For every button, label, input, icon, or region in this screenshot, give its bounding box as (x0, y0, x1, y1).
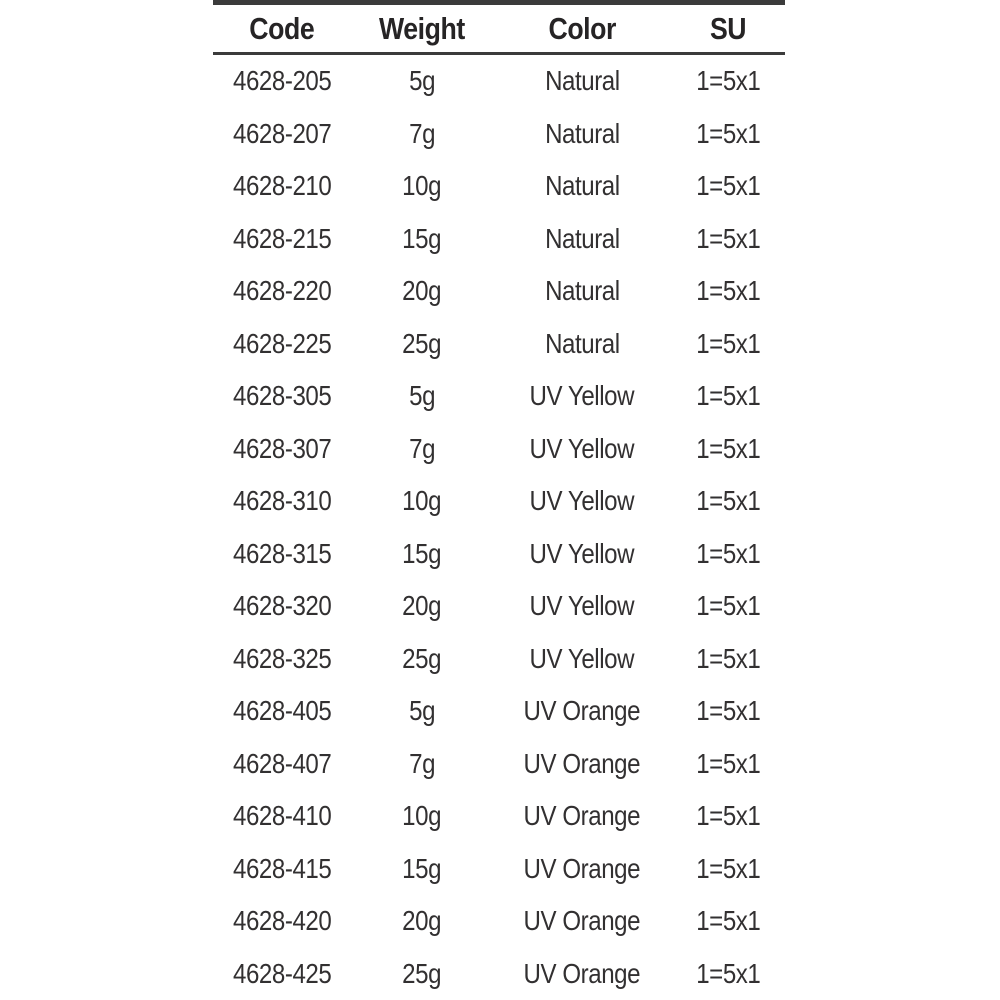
table-cell-text: UV Yellow (529, 537, 635, 569)
table-cell-text: UV Yellow (529, 485, 635, 517)
table-cell (672, 802, 785, 830)
table-row (213, 423, 785, 476)
column-header-label: Code (249, 11, 315, 46)
table-row (213, 633, 785, 686)
table-cell (351, 537, 492, 569)
table-cell (493, 537, 672, 569)
table-cell (351, 222, 492, 254)
table-row (213, 265, 785, 318)
table-cell (493, 277, 672, 305)
table-cell-text: UV Yellow (529, 380, 635, 412)
table-row (213, 213, 785, 266)
table-row (213, 160, 785, 213)
table-cell (213, 852, 351, 884)
table-cell (213, 537, 351, 569)
table-cell (672, 327, 785, 359)
column-header-label: Color (548, 11, 616, 46)
table-cell-text: 10g (402, 170, 442, 202)
table-cell (493, 802, 672, 830)
table-cell (493, 382, 672, 410)
table-cell (493, 432, 672, 464)
table-cell-text: 1=5x1 (696, 905, 761, 937)
table-cell (493, 222, 672, 254)
table-cell (213, 277, 351, 305)
table-cell-text: 4628-320 (233, 590, 332, 622)
table-row (213, 895, 785, 948)
column-header-label: Weight (379, 11, 465, 46)
table-cell-text: 1=5x1 (696, 537, 761, 569)
table-cell-text: 1=5x1 (696, 432, 761, 464)
table-cell-text: 4628-315 (233, 537, 332, 569)
table-cell-text: 4628-420 (233, 905, 332, 937)
column-header-label: SU (710, 11, 747, 46)
table-cell (351, 432, 492, 464)
table-cell (351, 802, 492, 830)
table-cell-text: 4628-307 (233, 432, 332, 464)
table-cell-text: 1=5x1 (696, 852, 761, 884)
table-cell-text: 1=5x1 (696, 642, 761, 674)
table-cell-text: 20g (402, 275, 442, 307)
table-cell (672, 67, 785, 95)
table-cell-text: 1=5x1 (696, 485, 761, 517)
table-cell (351, 327, 492, 359)
table-cell-text: 4628-225 (233, 327, 332, 359)
table-cell-text: 1=5x1 (696, 957, 761, 989)
table-row (213, 738, 785, 791)
table-cell-text: 5g (409, 695, 436, 727)
table-cell-text: UV Orange (523, 695, 641, 727)
table-cell-text: 4628-415 (233, 852, 332, 884)
table-cell (493, 747, 672, 779)
table-cell (351, 172, 492, 200)
table-cell (672, 907, 785, 935)
table-cell-text: 5g (409, 65, 436, 97)
table-cell-text: UV Orange (523, 800, 641, 832)
table-cell-text: 4628-310 (233, 485, 332, 517)
table-cell (213, 172, 351, 200)
column-header-color (493, 13, 672, 44)
table-row (213, 475, 785, 528)
table-cell (213, 697, 351, 725)
table-cell-text: 1=5x1 (696, 170, 761, 202)
column-header-su (672, 13, 785, 44)
table-cell (213, 432, 351, 464)
table-cell (672, 382, 785, 410)
table-row (213, 108, 785, 161)
table-row (213, 843, 785, 896)
table-cell-text: 1=5x1 (696, 747, 761, 779)
table-cell (351, 592, 492, 620)
table-cell (493, 907, 672, 935)
table-cell-text: 4628-205 (233, 65, 332, 97)
table-cell (672, 172, 785, 200)
table-cell-text: 1=5x1 (696, 275, 761, 307)
table-row (213, 528, 785, 581)
table-cell-text: 4628-210 (233, 170, 332, 202)
table-cell (351, 747, 492, 779)
table-cell-text: Natural (544, 222, 620, 254)
table-row (213, 948, 785, 1000)
table-cell-text: UV Yellow (529, 590, 635, 622)
table-cell-text: 1=5x1 (696, 380, 761, 412)
table-cell-text: UV Yellow (529, 642, 635, 674)
table-cell (493, 117, 672, 149)
table-cell-text: 25g (402, 642, 442, 674)
table-cell-text: 4628-325 (233, 642, 332, 674)
table-cell-text: 25g (402, 957, 442, 989)
table-cell-text: 4628-220 (233, 275, 332, 307)
table-cell-text: UV Orange (523, 905, 641, 937)
table-cell-text: 7g (409, 432, 436, 464)
table-cell-text: 5g (409, 380, 436, 412)
table-cell-text: 15g (402, 222, 442, 254)
table-cell-text: 1=5x1 (696, 327, 761, 359)
table-row (213, 370, 785, 423)
table-cell (493, 592, 672, 620)
table-cell (351, 67, 492, 95)
table-cell-text: Natural (544, 327, 620, 359)
table-cell (493, 642, 672, 674)
table-cell (493, 697, 672, 725)
table-row (213, 318, 785, 371)
table-cell-text: 15g (402, 537, 442, 569)
table-cell (493, 957, 672, 989)
table-cell-text: 1=5x1 (696, 65, 761, 97)
table-cell-text: 20g (402, 905, 442, 937)
table-cell (672, 537, 785, 569)
table-cell-text: Natural (544, 117, 620, 149)
table-cell (351, 117, 492, 149)
table-cell-text: UV Orange (523, 747, 641, 779)
table-cell (493, 172, 672, 200)
table-cell (213, 117, 351, 149)
table-cell-text: 4628-405 (233, 695, 332, 727)
table-cell-text: UV Yellow (529, 432, 635, 464)
table-cell-text: Natural (544, 65, 620, 97)
table-cell-text: 7g (409, 747, 436, 779)
table-cell (213, 67, 351, 95)
table-cell (672, 222, 785, 254)
table-cell (213, 382, 351, 410)
table-cell (351, 382, 492, 410)
table-cell (213, 487, 351, 515)
table-row (213, 55, 785, 108)
table-header-row (213, 0, 785, 55)
table-cell (672, 592, 785, 620)
table-cell-text: 1=5x1 (696, 117, 761, 149)
table-cell (213, 592, 351, 620)
table-cell (672, 697, 785, 725)
table-cell (351, 277, 492, 305)
table-body (213, 55, 785, 1000)
table-cell (672, 487, 785, 515)
table-cell (493, 487, 672, 515)
table-cell (493, 327, 672, 359)
table-cell-text: 4628-215 (233, 222, 332, 254)
product-table (213, 0, 785, 1000)
table-cell-text: 4628-407 (233, 747, 332, 779)
table-cell-text: 20g (402, 590, 442, 622)
column-header-code (213, 13, 351, 44)
table-cell-text: 7g (409, 117, 436, 149)
table-cell-text: UV Orange (523, 852, 641, 884)
table-cell (493, 852, 672, 884)
table-cell (351, 907, 492, 935)
table-cell-text: 4628-425 (233, 957, 332, 989)
table-cell-text: 1=5x1 (696, 590, 761, 622)
table-cell (672, 747, 785, 779)
table-cell-text: 4628-207 (233, 117, 332, 149)
table-cell (213, 642, 351, 674)
table-cell (493, 67, 672, 95)
table-cell (351, 957, 492, 989)
table-cell (672, 852, 785, 884)
table-cell-text: 1=5x1 (696, 695, 761, 727)
table-cell (351, 487, 492, 515)
column-header-weight (351, 13, 492, 44)
table-cell (672, 432, 785, 464)
table-cell (672, 117, 785, 149)
table-cell (672, 642, 785, 674)
table-cell-text: 15g (402, 852, 442, 884)
table-cell-text: Natural (544, 170, 620, 202)
table-cell-text: UV Orange (523, 957, 641, 989)
table-cell-text: 25g (402, 327, 442, 359)
table-row (213, 580, 785, 633)
table-cell (213, 957, 351, 989)
table-cell (213, 222, 351, 254)
table-cell (213, 907, 351, 935)
table-cell (213, 327, 351, 359)
table-cell (672, 957, 785, 989)
table-cell (672, 277, 785, 305)
table-cell-text: 1=5x1 (696, 222, 761, 254)
table-cell-text: 10g (402, 485, 442, 517)
table-cell (351, 642, 492, 674)
table-cell-text: 10g (402, 800, 442, 832)
table-cell (213, 802, 351, 830)
table-cell (213, 747, 351, 779)
table-cell-text: 1=5x1 (696, 800, 761, 832)
table-cell (351, 852, 492, 884)
table-cell-text: 4628-410 (233, 800, 332, 832)
table-cell (351, 697, 492, 725)
table-cell-text: Natural (544, 275, 620, 307)
table-row (213, 790, 785, 843)
table-row (213, 685, 785, 738)
table-cell-text: 4628-305 (233, 380, 332, 412)
